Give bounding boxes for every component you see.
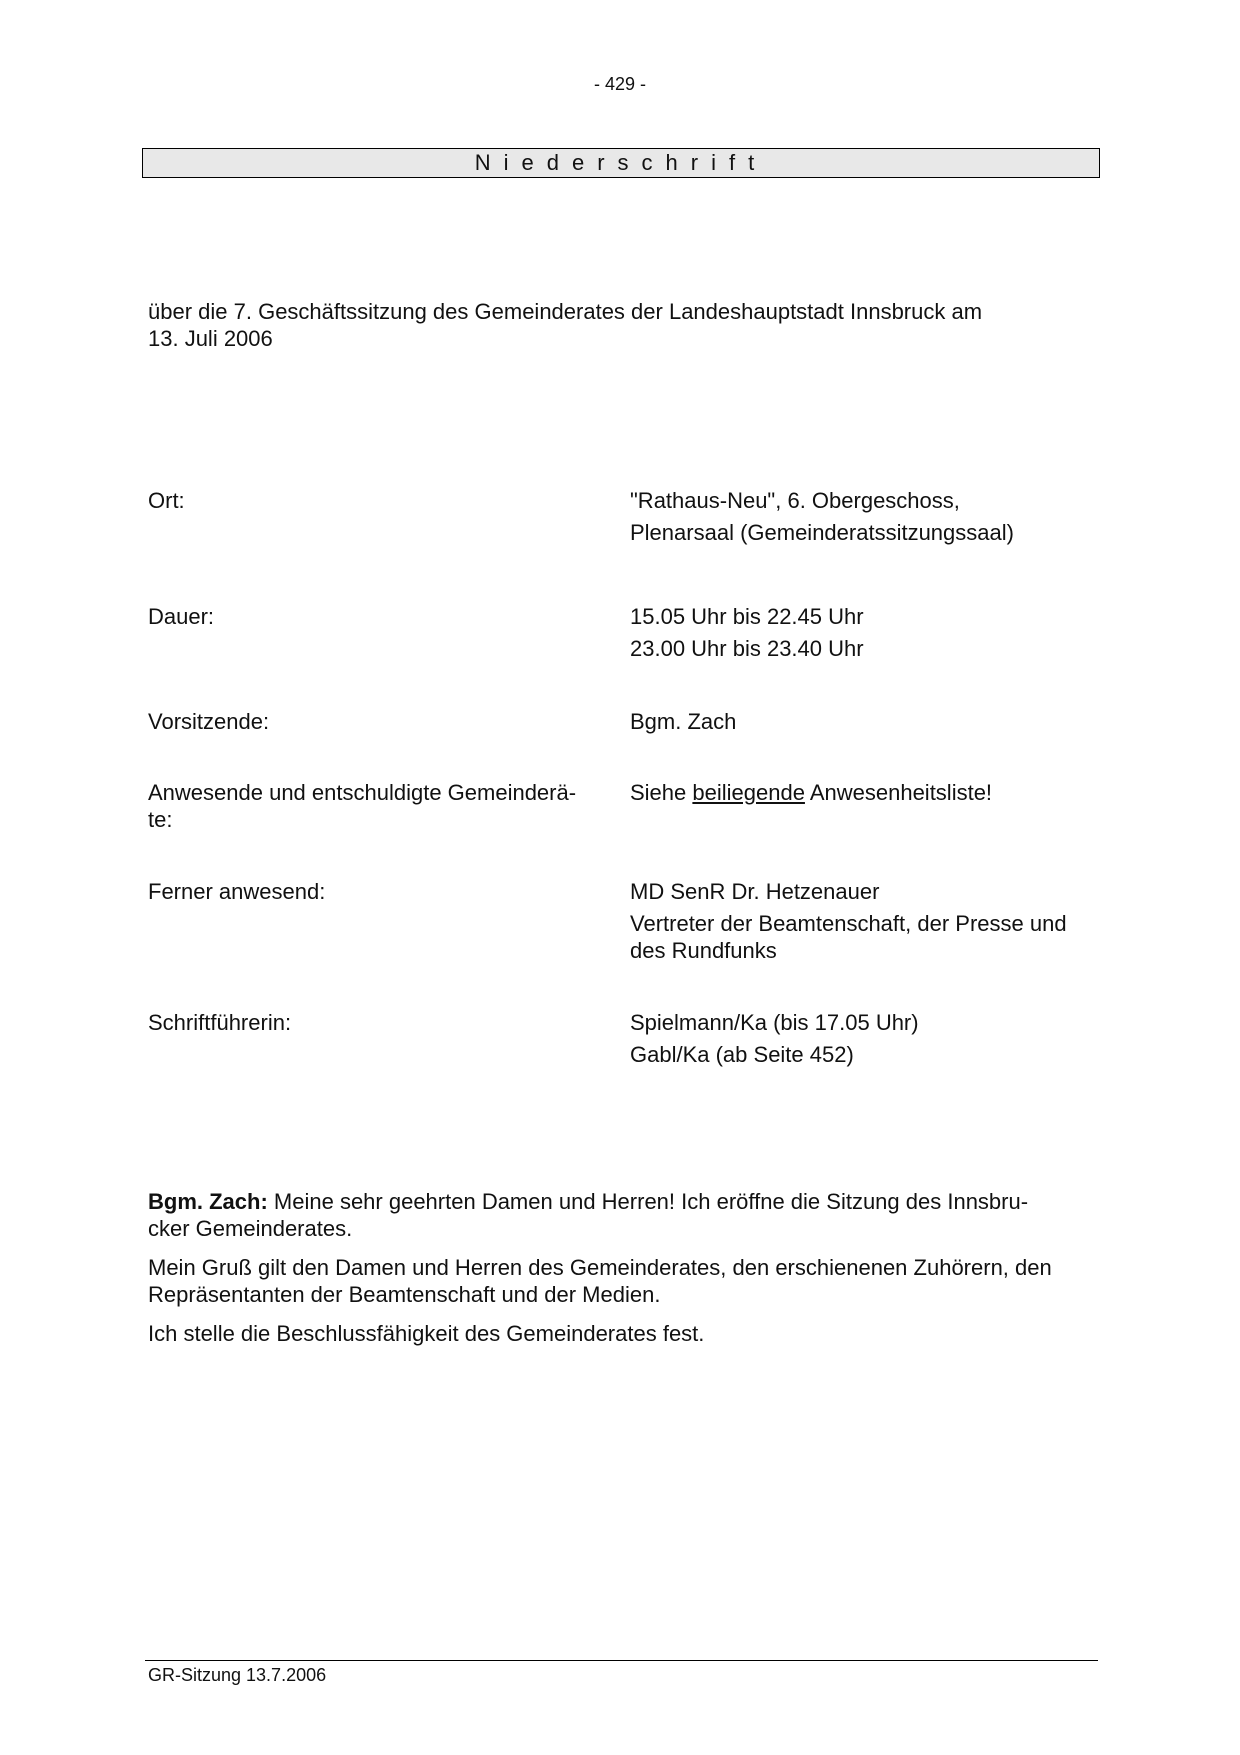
- speech-p2-line-2: Repräsentanten der Beamtenschaft und der Medien.: [148, 1282, 661, 1307]
- ferner-line-2: Vertreter der Beamtenschaft, der Presse und: [630, 911, 1067, 936]
- ferner-value: [630, 878, 1110, 964]
- anwesende-value-suffix: Anwesenheitsliste!: [804, 780, 993, 805]
- ort-line-1: "Rathaus-Neu", 6. Obergeschoss,: [630, 488, 960, 513]
- speaker-name: Bgm. Zach:: [148, 1189, 268, 1214]
- ort-line-2: Plenarsaal (Gemeinderatssitzungssaal): [630, 520, 1014, 545]
- page-number: - 429 -: [593, 74, 647, 94]
- ferner-line-1: MD SenR Dr. Hetzenauer: [630, 879, 880, 904]
- schriftfuehrerin-label: Schriftführerin:: [148, 1010, 292, 1035]
- speech-p1-line-1: Meine sehr geehrten Damen und Herren! Ich eröffne die Sitzung des Innsbru-: [267, 1189, 1029, 1214]
- speech-paragraph-2: [148, 1254, 1098, 1308]
- vorsitzende-value: Bgm. Zach: [630, 709, 737, 734]
- footer-divider: [145, 1660, 1098, 1661]
- dauer-line-2: 23.00 Uhr bis 23.40 Uhr: [630, 636, 864, 661]
- schriftfuehrerin-value: [630, 1009, 1110, 1073]
- speech-p1-line-2: cker Gemeinderates.: [148, 1216, 353, 1241]
- dauer-line-1: 15.05 Uhr bis 22.45 Uhr: [630, 604, 864, 629]
- footer-text: GR-Sitzung 13.7.2006: [148, 1665, 327, 1685]
- speech-paragraph-1: [148, 1188, 1098, 1242]
- ferner-label: Ferner anwesend:: [148, 879, 326, 904]
- anwesende-label-line-1: Anwesende und entschuldigte Gemeinderä-: [148, 780, 577, 805]
- schriftfuehrerin-line-1: Spielmann/Ka (bis 17.05 Uhr): [630, 1010, 919, 1035]
- ort-value: [630, 487, 1110, 551]
- speech-paragraph-3: Ich stelle die Beschlussfähigkeit des Gemeinderates fest.: [148, 1321, 705, 1346]
- intro-line-1: über die 7. Geschäftssitzung des Gemeinderates der Landeshauptstadt Innsbruck am: [148, 299, 983, 324]
- ort-label: Ort:: [148, 488, 185, 513]
- anwesende-value-prefix: Siehe: [630, 780, 693, 805]
- speech-p2-line-1: Mein Gruß gilt den Damen und Herren des Gemeinderates, den erschienenen Zuhörern, den: [148, 1255, 1052, 1280]
- intro-text: [148, 298, 1048, 352]
- intro-line-2: 13. Juli 2006: [148, 326, 273, 351]
- anwesende-label-line-2: te:: [148, 807, 173, 832]
- speech-section: [148, 1188, 1098, 1359]
- ferner-line-3: des Rundfunks: [630, 938, 777, 963]
- document-title: Niederschrift: [142, 148, 1100, 178]
- anwesende-value: [630, 779, 1110, 806]
- vorsitzende-label: Vorsitzende:: [148, 709, 270, 734]
- dauer-value: [630, 603, 1110, 667]
- dauer-label: Dauer:: [148, 604, 215, 629]
- anwesende-value-underlined: beiliegende: [692, 780, 805, 805]
- anwesende-label: [148, 779, 618, 833]
- schriftfuehrerin-line-2: Gabl/Ka (ab Seite 452): [630, 1042, 854, 1067]
